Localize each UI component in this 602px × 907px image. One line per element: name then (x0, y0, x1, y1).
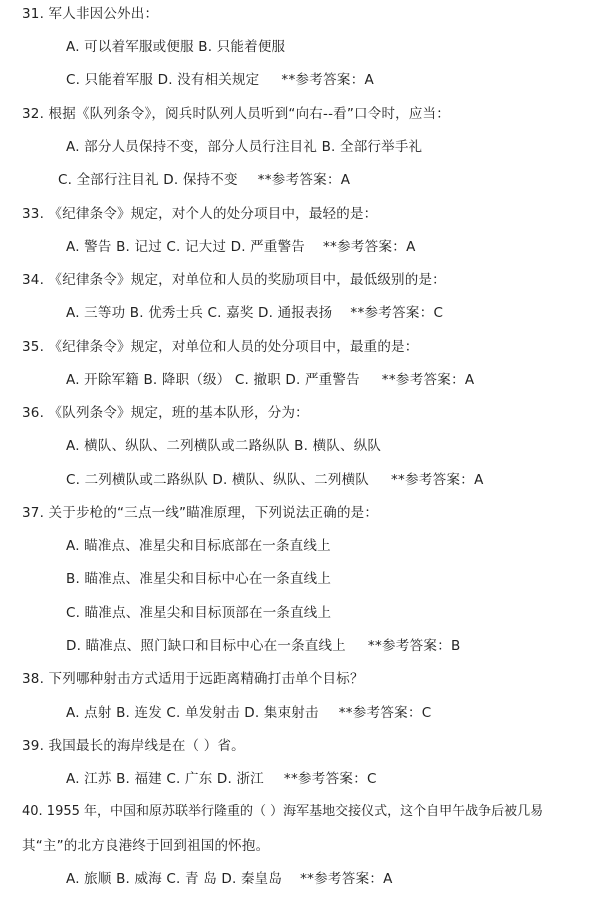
question-options (66, 70, 374, 90)
question-stem: 38. 下列哪种射击方式适用于远距离精确打击单个目标？ (22, 671, 364, 687)
question-stem: 40. 1955 年，中国和原苏联举行隆重的（ ）海军基地交接仪式，这个自甲午战争后被几易 (22, 804, 544, 819)
question-stem: 37. 关于步枪的“三点一线”瞄准原理，下列说法正确的是： (22, 505, 379, 521)
question-options (66, 703, 432, 723)
options-text: C. 全部行注目礼 D. 保持不变 (58, 172, 238, 188)
question-option-a: A. 瞄准点、准星尖和目标底部在一条直线上 (66, 538, 331, 554)
options-text: A. 警告 B. 记过 C. 记大过 D. 严重警告 (66, 239, 305, 255)
question-option-c: C. 瞄准点、准星尖和目标顶部在一条直线上 (66, 605, 332, 621)
answer-label: **参考答案：C (338, 705, 432, 721)
options-text: A. 开除军籍 B. 降职（级） C. 撤职 D. 严重警告 (66, 372, 360, 388)
answer-label: **参考答案：A (322, 239, 416, 255)
answer-label: **参考答案：A (381, 372, 475, 388)
question-options (66, 237, 416, 257)
answer-label: **参考答案：A (281, 72, 375, 88)
question-stem: 31. 军人非因公外出： (22, 6, 159, 22)
answer-label: **参考答案：A (257, 172, 351, 188)
question-options (66, 303, 443, 323)
options-text: C. 二列横队或二路纵队 D. 横队、纵队、二列横队 (66, 472, 369, 488)
options-text: A. 江苏 B. 福建 C. 广东 D. 浙江 (66, 771, 264, 787)
options-text: A. 三等功 B. 优秀士兵 C. 嘉奖 D. 通报表扬 (66, 305, 333, 321)
question-stem: 35. 《纪律条令》规定，对单位和人员的处分项目中，最重的是： (22, 339, 419, 355)
options-text: C. 只能着军服 D. 没有相关规定 (66, 72, 260, 88)
question-option-d (66, 636, 461, 656)
answer-label: **参考答案：C (350, 305, 444, 321)
question-stem: 34. 《纪律条令》规定，对单位和人员的奖励项目中，最低级别的是： (22, 272, 446, 288)
answer-label: **参考答案：C (283, 771, 377, 787)
options-text: A. 旅顺 B. 威海 C. 青 岛 D. 秦皇岛 (66, 871, 283, 887)
answer-label: **参考答案：A (300, 871, 393, 887)
answer-label: **参考答案：B (367, 638, 461, 654)
question-options: A. 横队、纵队、二列横队或二路纵队 B. 横队、纵队 (66, 438, 382, 454)
question-stem: 32. 根据《队列条令》，阅兵时队列人员听到“向右--看”口令时，应当： (22, 106, 450, 122)
question-stem-continued: 其“主”的北方良港终于回到祖国的怀抱。 (22, 838, 270, 854)
question-options: A. 可以着军服或便服 B. 只能着便服 (66, 39, 286, 55)
answer-label: **参考答案：A (390, 472, 484, 488)
options-text: A. 点射 B. 连发 C. 单发射击 D. 集束射击 (66, 705, 319, 721)
question-stem: 39. 我国最长的海岸线是在（ ）省。 (22, 738, 245, 754)
question-stem: 36. 《队列条令》规定，班的基本队形，分为： (22, 405, 309, 421)
question-option-b: B. 瞄准点、准星尖和目标中心在一条直线上 (66, 571, 332, 587)
question-options (66, 869, 393, 889)
question-stem: 33. 《纪律条令》规定，对个人的处分项目中，最轻的是： (22, 206, 378, 222)
question-options: A. 部分人员保持不变，部分人员行注目礼 B. 全部行举手礼 (66, 139, 423, 155)
question-options (66, 769, 377, 789)
question-options (58, 170, 350, 190)
question-options (66, 470, 484, 490)
question-options (66, 370, 474, 390)
options-text: D. 瞄准点、照门缺口和目标中心在一条直线上 (66, 638, 346, 654)
